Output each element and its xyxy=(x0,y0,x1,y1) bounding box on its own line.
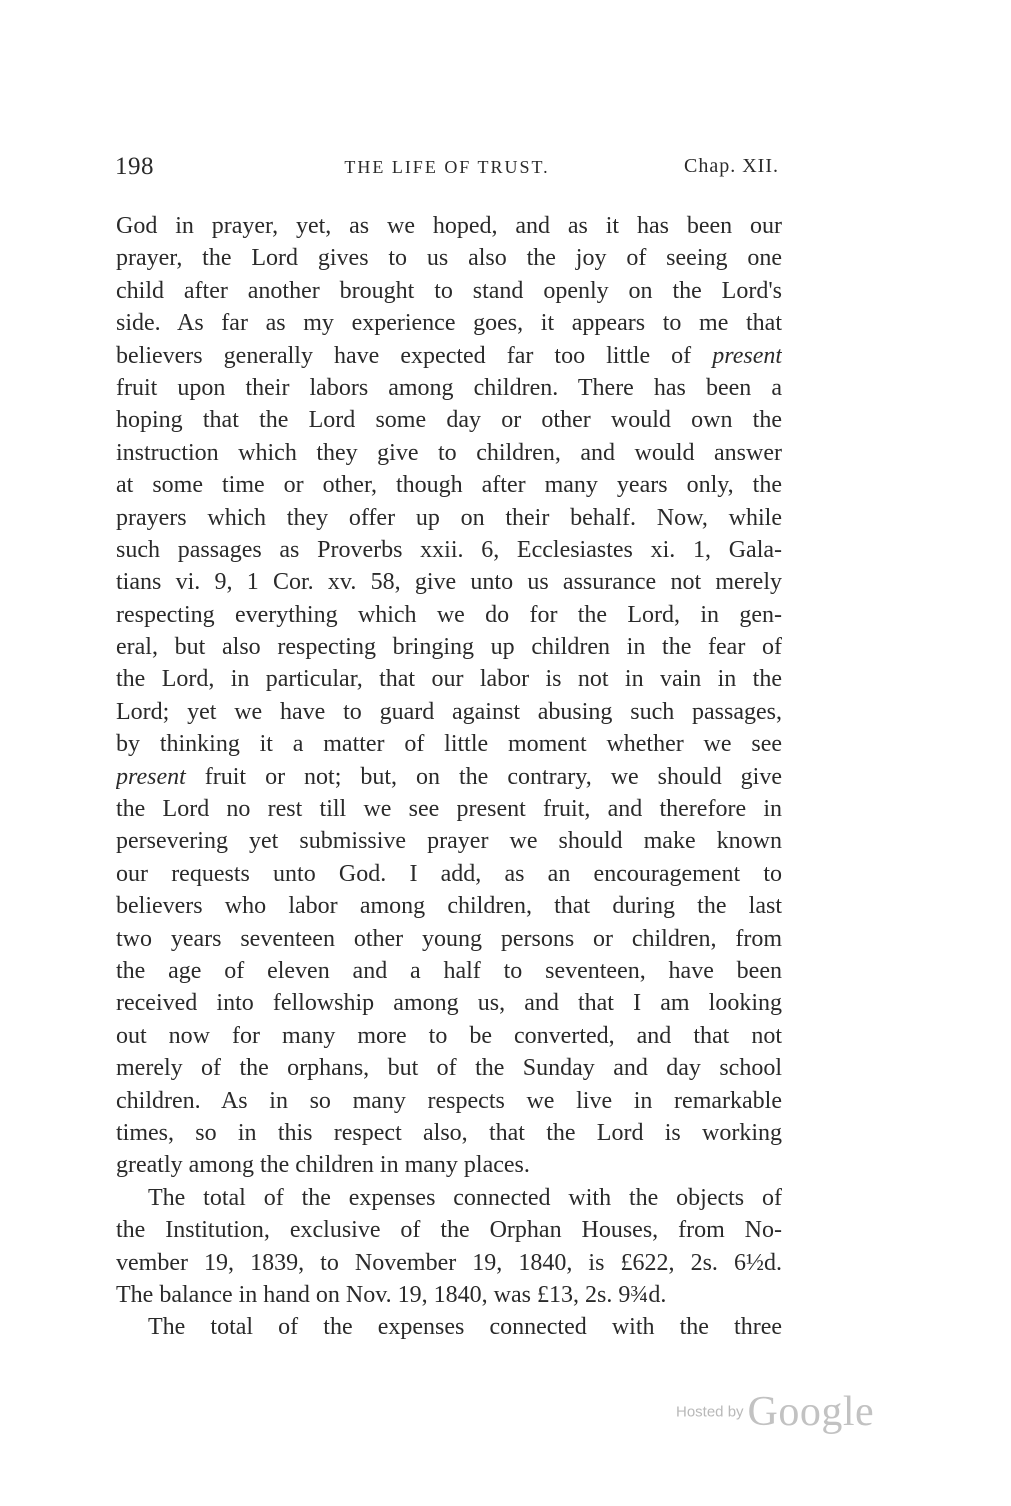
page-number: 198 xyxy=(115,153,154,180)
text-line: two years seventeen other young persons or children, from xyxy=(116,925,782,952)
hosted-by-google-watermark xyxy=(676,1388,874,1438)
text-line-segment: believers generally have expected far too little of xyxy=(116,342,692,369)
text-line: God in prayer, yet, as we hoped, and as it has been our xyxy=(116,213,782,239)
text-line: the Lord no rest till we see present fruit, and therefore in xyxy=(116,796,782,823)
text-line: side. As far as my experience goes, it appears to me that xyxy=(116,310,782,337)
text-line: persevering yet submissive prayer we should make known xyxy=(116,828,782,855)
text-line: our requests unto God. I add, as an encouragement to xyxy=(116,860,782,887)
chapter-label: Chap. XII. xyxy=(684,155,779,177)
text-line: the age of eleven and a half to seventeen, have been xyxy=(116,957,782,984)
text-line: children. As in so many respects we live in remarkable xyxy=(116,1087,782,1114)
body-text xyxy=(116,210,782,1344)
text-line: at some time or other, though after many years only, the xyxy=(116,472,782,499)
text-line-segment: fruit or not; but, on the contrary, we should give xyxy=(204,763,782,790)
paragraph-first-line: The total of the expenses connected with the objects of xyxy=(148,1184,782,1211)
text-line: child after another brought to stand openly on the Lord's xyxy=(116,277,782,304)
google-logo: Google xyxy=(747,1389,875,1435)
text-line: prayers which they offer up on their behalf. Now, while xyxy=(116,504,782,531)
text-line xyxy=(116,340,782,372)
text-line: prayer, the Lord gives to us also the joy of seeing one xyxy=(116,245,782,272)
watermark-hosted-by: Hosted by xyxy=(676,1403,744,1421)
text-line: Lord; yet we have to guard against abusing such passages, xyxy=(116,698,782,725)
italic-emphasis: present xyxy=(712,342,782,369)
text-line xyxy=(116,761,782,793)
text-line: by thinking it a matter of little moment whether we see xyxy=(116,731,782,758)
text-line: respecting everything which we do for the Lord, in gen- xyxy=(116,601,782,628)
text-line: instruction which they give to children, and would answer xyxy=(116,439,782,466)
text-line: received into fellowship among us, and that I am looking xyxy=(116,990,782,1017)
text-line: times, so in this respect also, that the Lord is working xyxy=(116,1119,782,1146)
text-line: tians vi. 9, 1 Cor. xv. 58, give unto us assurance not merely xyxy=(116,569,782,596)
text-line: fruit upon their labors among children. There has been a xyxy=(116,374,782,401)
text-line: vember 19, 1839, to November 19, 1840, is £622, 2s. 6½d. xyxy=(116,1249,782,1276)
text-line: The balance in hand on Nov. 19, 1840, was £13, 2s. 9¾d. xyxy=(116,1281,667,1308)
text-line: greatly among the children in many places. xyxy=(116,1152,530,1179)
text-line: believers who labor among children, that during the last xyxy=(116,893,782,920)
text-line: merely of the orphans, but of the Sunday and day school xyxy=(116,1055,782,1082)
text-line: eral, but also respecting bringing up children in the fear of xyxy=(116,634,782,661)
text-line: such passages as Proverbs xxii. 6, Ecclesiastes xi. 1, Gala- xyxy=(116,536,782,563)
text-line: hoping that the Lord some day or other would own the xyxy=(116,407,782,434)
paragraph-first-line: The total of the expenses connected with the three xyxy=(148,1314,782,1341)
running-head xyxy=(115,153,779,189)
text-line: the Lord, in particular, that our labor is not in vain in the xyxy=(116,666,782,693)
text-line: out now for many more to be converted, and that not xyxy=(116,1022,782,1049)
text-line: the Institution, exclusive of the Orphan Houses, from No- xyxy=(116,1217,782,1244)
running-title: THE LIFE OF TRUST. xyxy=(344,157,550,177)
italic-emphasis: present xyxy=(116,763,186,790)
